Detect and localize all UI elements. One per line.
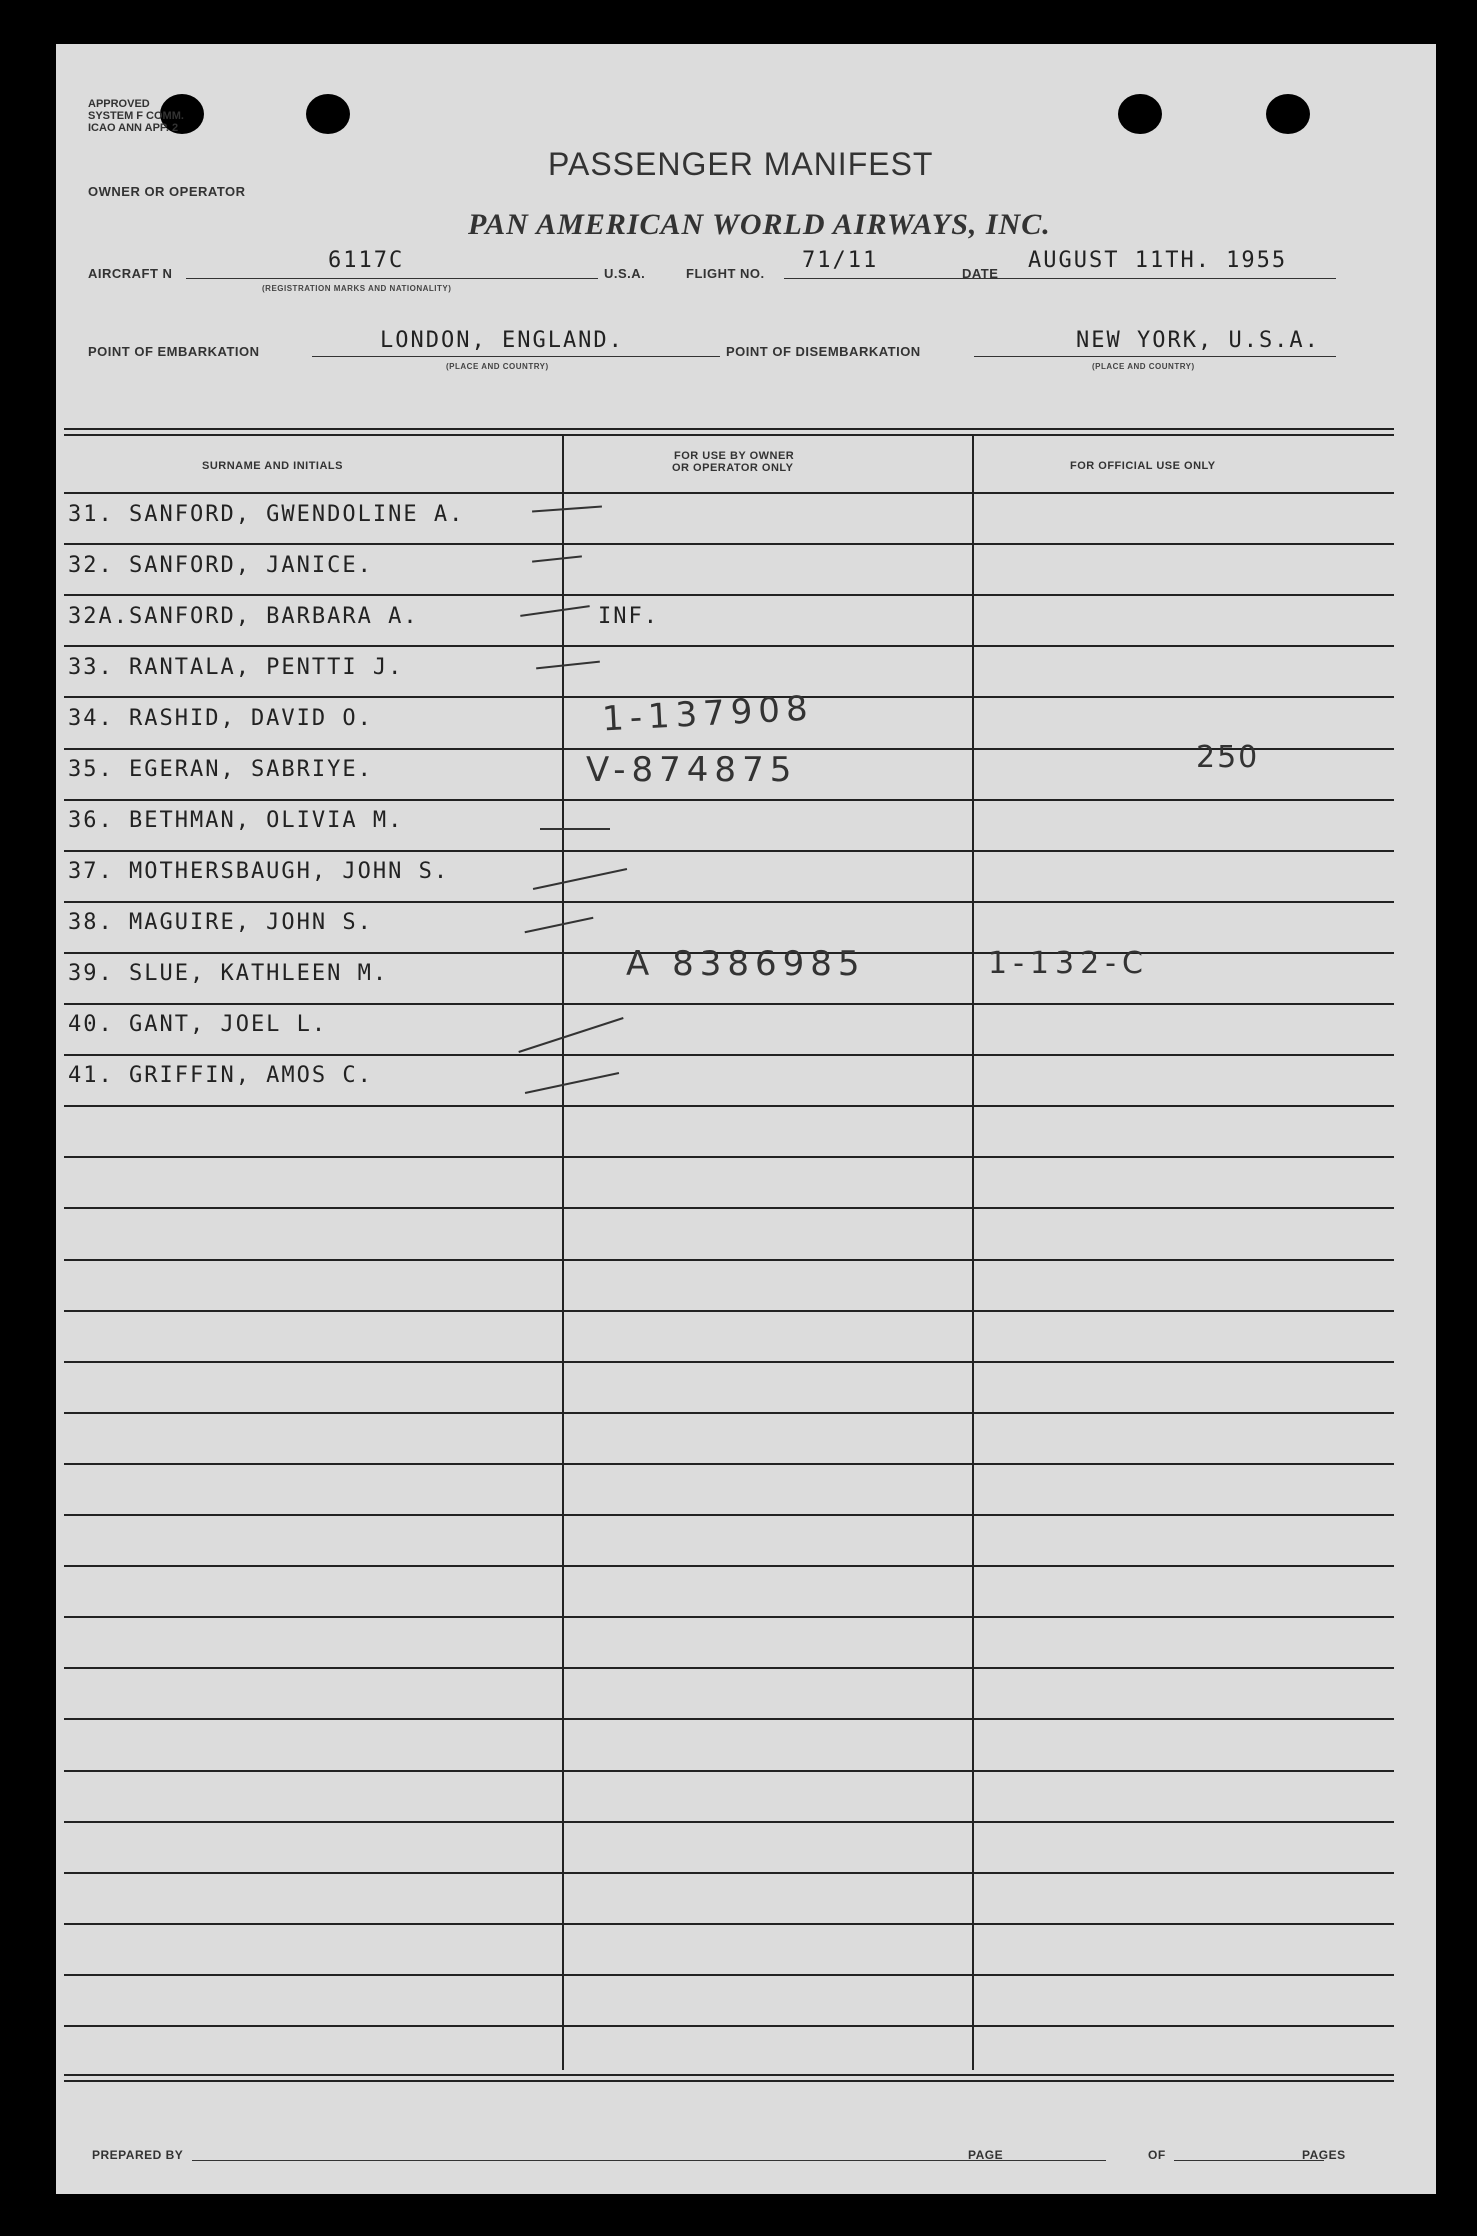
punch-hole — [1118, 94, 1162, 134]
handwritten-number: V-874875 — [586, 750, 798, 790]
flight-label: FLIGHT NO. — [686, 266, 765, 281]
disembark-value: NEW YORK, U.S.A. — [1076, 328, 1320, 353]
prepared-label: PREPARED BY — [92, 2148, 184, 2162]
ruled-line — [64, 1463, 1394, 1465]
passenger-name: 37. MOTHERSBAUGH, JOHN S. — [68, 859, 450, 884]
disembark-label: POINT OF DISEMBARKATION — [726, 344, 921, 359]
ruled-line — [64, 2025, 1394, 2027]
manifest-sheet — [56, 44, 1436, 2194]
ruled-line — [64, 1105, 1394, 1107]
table-row — [68, 645, 1398, 695]
table-row — [68, 798, 1398, 848]
date-fill-line — [1002, 278, 1336, 279]
owner-note: INF. — [598, 604, 659, 629]
embark-caption: (PLACE AND COUNTRY) — [446, 362, 549, 371]
handwritten-number: A 8386985 — [626, 944, 866, 984]
disembark-caption: (PLACE AND COUNTRY) — [1092, 362, 1195, 371]
ruled-line — [64, 1616, 1394, 1618]
col-header-owner-2: OR OPERATOR ONLY — [672, 462, 794, 474]
table-row — [68, 1002, 1398, 1052]
passenger-name: 35. EGERAN, SABRIYE. — [68, 757, 373, 782]
col-header-owner-1: FOR USE BY OWNER — [674, 450, 795, 462]
owner-label: OWNER OR OPERATOR — [88, 184, 246, 199]
ruled-line — [64, 1259, 1394, 1261]
ruled-line — [64, 1310, 1394, 1312]
passenger-name: 41. GRIFFIN, AMOS C. — [68, 1063, 373, 1088]
passenger-name: 33. RANTALA, PENTTI J. — [68, 655, 404, 680]
ruled-line — [64, 1412, 1394, 1414]
aircraft-fill-line — [186, 278, 598, 279]
col-header-official: FOR OFFICIAL USE ONLY — [1070, 460, 1216, 472]
date-value: AUGUST 11TH. 1955 — [1028, 248, 1288, 273]
aircraft-label: AIRCRAFT N — [88, 266, 173, 281]
aircraft-value: 6117C — [328, 248, 405, 273]
table-bottom-border — [64, 2074, 1394, 2076]
ruled-line — [64, 1514, 1394, 1516]
table-top-border — [64, 434, 1394, 436]
usa-label: U.S.A. — [604, 266, 646, 281]
pages-label: PAGES — [1302, 2148, 1346, 2162]
ruled-line — [64, 1667, 1394, 1669]
embark-label: POINT OF EMBARKATION — [88, 344, 260, 359]
aircraft-caption: (REGISTRATION MARKS AND NATIONALITY) — [262, 284, 452, 293]
passenger-name: 32. SANFORD, JANICE. — [68, 553, 373, 578]
table-bottom-border — [64, 2080, 1394, 2082]
table-row — [68, 543, 1398, 593]
embark-fill-line — [312, 356, 720, 357]
of-label: OF — [1148, 2148, 1166, 2162]
passenger-name: 36. BETHMAN, OLIVIA M. — [68, 808, 404, 833]
flight-value: 71/11 — [802, 248, 879, 273]
punch-hole — [1266, 94, 1310, 134]
ruled-line — [64, 1207, 1394, 1209]
passenger-name: 40. GANT, JOEL L. — [68, 1012, 328, 1037]
table-row — [68, 594, 1398, 644]
passenger-name: 34. RASHID, DAVID O. — [68, 706, 373, 731]
ruled-line — [64, 1361, 1394, 1363]
handwritten-number: 250 — [1196, 740, 1260, 775]
table-row — [68, 492, 1398, 542]
handwritten-number: 1-132-C — [988, 946, 1149, 981]
date-label: DATE — [962, 266, 999, 281]
ruled-line — [64, 1565, 1394, 1567]
ruled-line — [64, 1718, 1394, 1720]
page-label: PAGE — [968, 2148, 1004, 2162]
ruled-line — [64, 1923, 1394, 1925]
handwritten-number: 1-137908 — [601, 688, 815, 740]
table-row — [68, 849, 1398, 899]
page-fill-line — [1014, 2160, 1106, 2161]
page-title: PASSENGER MANIFEST — [548, 146, 934, 182]
prepared-fill-line — [192, 2160, 1026, 2161]
approval-line-2: SYSTEM F COMM. — [88, 110, 184, 122]
ruled-line — [64, 1974, 1394, 1976]
col-header-surname: SURNAME AND INITIALS — [202, 460, 343, 472]
approval-line-1: APPROVED — [88, 98, 150, 110]
ruled-line — [64, 1821, 1394, 1823]
approval-line-3: ICAO ANN APP. 2 — [88, 122, 179, 134]
ruled-line — [64, 1770, 1394, 1772]
ruled-line — [64, 1872, 1394, 1874]
owner-value: PAN AMERICAN WORLD AIRWAYS, INC. — [468, 208, 1051, 241]
passenger-name: 32A.SANFORD, BARBARA A. — [68, 604, 419, 629]
disembark-fill-line — [974, 356, 1336, 357]
passenger-name: 39. SLUE, KATHLEEN M. — [68, 961, 389, 986]
check-mark — [540, 828, 610, 830]
table-top-border — [64, 428, 1394, 430]
ruled-line — [64, 1156, 1394, 1158]
table-row — [68, 1053, 1398, 1103]
punch-hole — [306, 94, 350, 134]
passenger-name: 38. MAGUIRE, JOHN S. — [68, 910, 373, 935]
table-row — [68, 900, 1398, 950]
passenger-name: 31. SANFORD, GWENDOLINE A. — [68, 502, 465, 527]
embark-value: LONDON, ENGLAND. — [380, 328, 624, 353]
